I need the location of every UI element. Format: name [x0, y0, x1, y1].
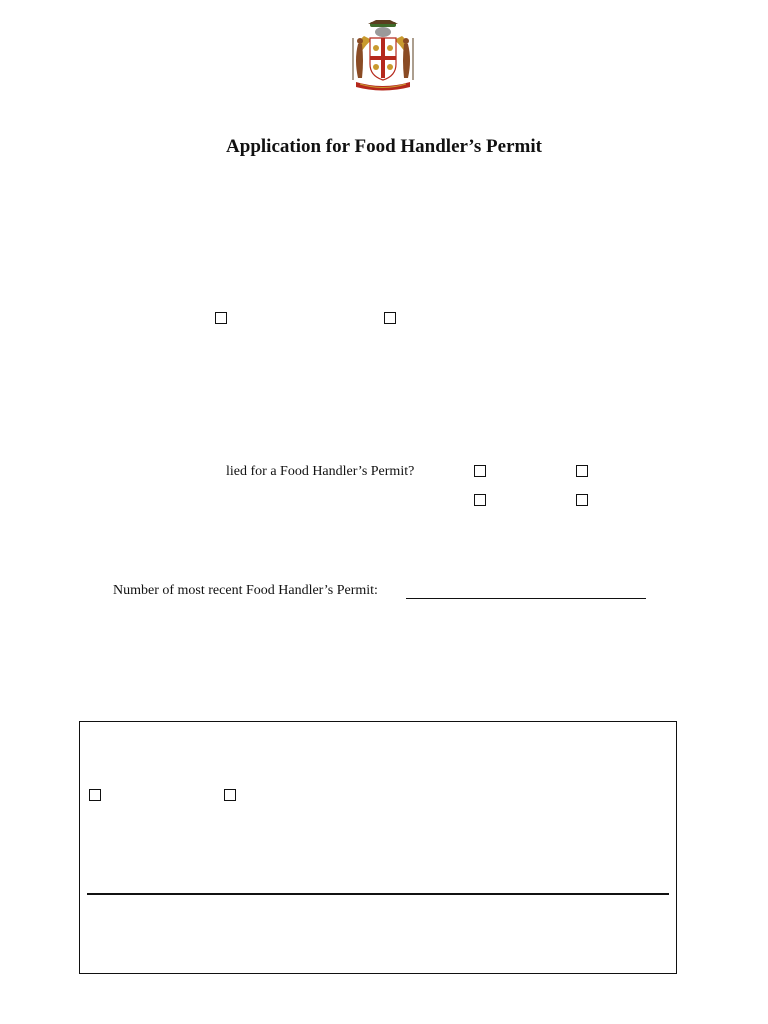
option-checkbox-1[interactable] — [215, 312, 227, 324]
recent-permit-label: Number of most recent Food Handler’s Permit: — [113, 583, 378, 598]
previous-application-label: lied for a Food Handler’s Permit? — [226, 464, 415, 479]
previous-application-no-checkbox[interactable] — [576, 465, 588, 477]
page-title: Application for Food Handler’s Permit — [226, 136, 542, 157]
box-divider — [87, 893, 669, 895]
previous-application-yes-checkbox[interactable] — [474, 465, 486, 477]
box-checkbox-1[interactable] — [89, 789, 101, 801]
office-use-box — [79, 721, 677, 974]
previous-application-option-4-checkbox[interactable] — [576, 494, 588, 506]
option-checkbox-2[interactable] — [384, 312, 396, 324]
coat-of-arms-icon — [350, 20, 416, 92]
box-checkbox-2[interactable] — [224, 789, 236, 801]
previous-application-option-3-checkbox[interactable] — [474, 494, 486, 506]
recent-permit-number-field[interactable] — [406, 584, 646, 599]
